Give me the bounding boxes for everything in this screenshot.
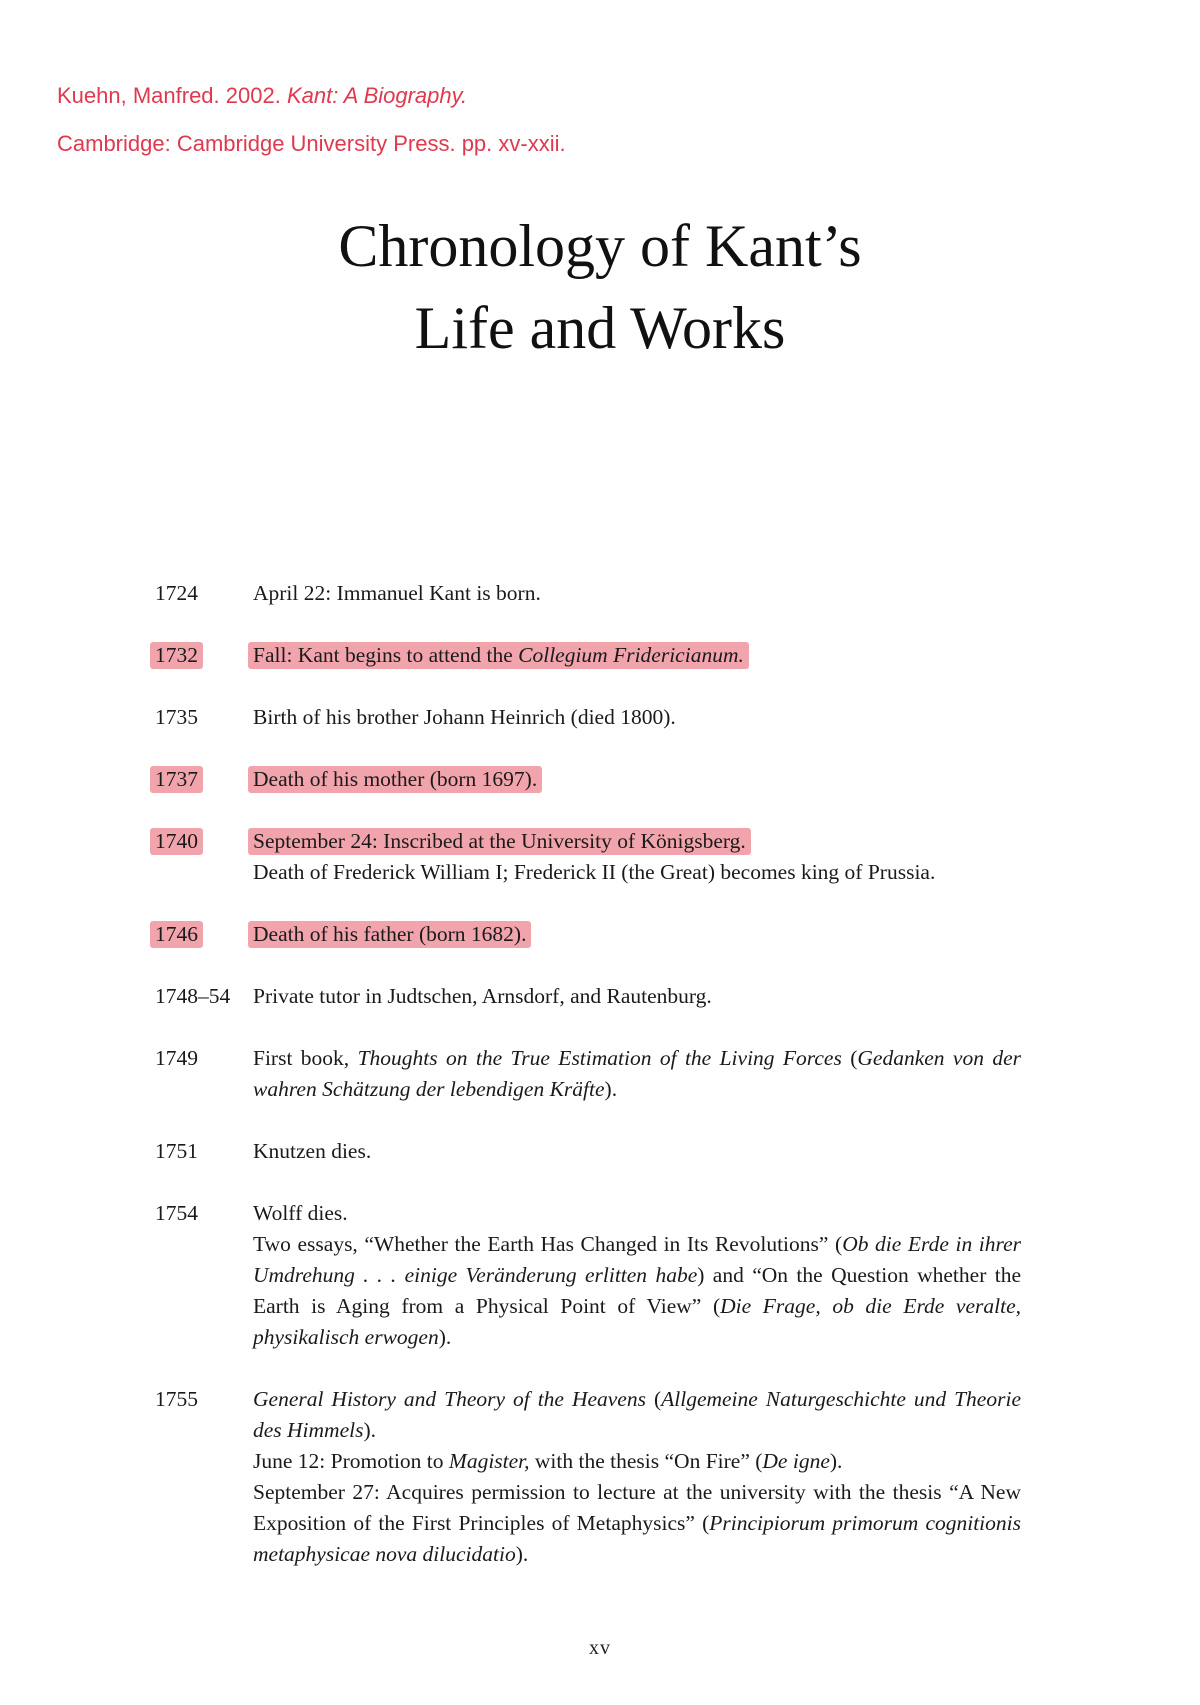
- entry-description: Knutzen dies.: [253, 1139, 372, 1163]
- entry-description: [253, 640, 1021, 671]
- entry-year: [155, 826, 253, 857]
- entry-year: 1724: [155, 581, 198, 605]
- entry-description: First book, Thoughts on the True Estimation of the Living Forces (Gedanken von der wahren Schätzung der lebendigen Kräfte).: [253, 1046, 1021, 1101]
- entry-year: 1751: [155, 1139, 198, 1163]
- highlight-mark: 1746: [150, 921, 203, 948]
- chronology-entry: [155, 1043, 1021, 1105]
- highlight-mark: Death of his father (born 1682).: [248, 921, 531, 948]
- citation-line-1: Kuehn, Manfred. 2002. Kant: A Biography.: [57, 83, 468, 108]
- chronology-entry: [155, 826, 1021, 888]
- entry-year: 1735: [155, 705, 198, 729]
- chronology-entry: [155, 1384, 1021, 1570]
- chronology-entry: [155, 981, 1021, 1012]
- chronology-entry: [155, 702, 1021, 733]
- entry-description: Birth of his brother Johann Heinrich (died 1800).: [253, 705, 676, 729]
- entry-description: April 22: Immanuel Kant is born.: [253, 581, 541, 605]
- entry-description: General History and Theory of the Heavens (Allgemeine Naturgeschichte und Theorie des Himmels). June 12: Promotion to Magister, with the thesis “On Fire” (De igne). September 27: Acquires permission to lecture at the university with the thesis “A New Exposition of the First Principles of Metaphysics” (Principiorum primorum cognitionis metaphysicae nova dilucidatio).: [253, 1387, 1021, 1566]
- entry-description: Wolff dies. Two essays, “Whether the Earth Has Changed in Its Revolutions” (Ob die Erde in ihrer Umdrehung . . . einige Veränderung erlitten habe) and “On the Question whether the Earth is Aging from a Physical Point of View” (Die Frage, ob die Erde veralte, physikalisch erwogen).: [253, 1201, 1022, 1349]
- chronology-list: [155, 578, 1021, 1601]
- chronology-entry: [155, 1136, 1021, 1167]
- entry-description: Private tutor in Judtschen, Arnsdorf, and Rautenburg.: [253, 984, 712, 1008]
- entry-year: [155, 764, 253, 795]
- entry-year: 1748–54: [155, 984, 231, 1008]
- page-number: xv: [589, 1637, 611, 1659]
- entry-description: [253, 919, 1021, 950]
- entry-description: September 24: Inscribed at the University of Königsberg. Death of Frederick William I; Frederick II (the Great) becomes king of Prussia.: [253, 826, 1021, 888]
- chronology-entry: [155, 1198, 1021, 1353]
- entry-year: [155, 640, 253, 671]
- citation-line-2: Cambridge: Cambridge University Press. pp. xv-xxii.: [57, 131, 566, 156]
- highlight-mark: 1737: [150, 766, 203, 793]
- highlight-mark: Death of his mother (born 1697).: [248, 766, 542, 793]
- entry-year: 1755: [155, 1387, 198, 1411]
- chronology-entry: [155, 578, 1021, 609]
- entry-description: [253, 764, 1021, 795]
- entry-year: 1749: [155, 1046, 198, 1070]
- citation-book-title: Kant: A Biography.: [286, 83, 468, 108]
- highlight-mark: 1740: [150, 828, 203, 855]
- chronology-entry: [155, 919, 1021, 950]
- chronology-entry: [155, 640, 1021, 671]
- highlight-mark: September 24: Inscribed at the University of Königsberg.: [248, 828, 751, 855]
- chronology-entry: [155, 764, 1021, 795]
- entry-year: 1754: [155, 1201, 198, 1225]
- highlight-mark: 1732: [150, 642, 203, 669]
- title-line-1: Chronology of Kant’s: [338, 213, 862, 279]
- highlight-mark: Fall: Kant begins to attend the Collegium Fridericianum.: [248, 642, 749, 669]
- page-title: [0, 205, 1200, 369]
- title-line-2: Life and Works: [414, 295, 786, 361]
- citation: [57, 72, 566, 168]
- entry-year: [155, 919, 253, 950]
